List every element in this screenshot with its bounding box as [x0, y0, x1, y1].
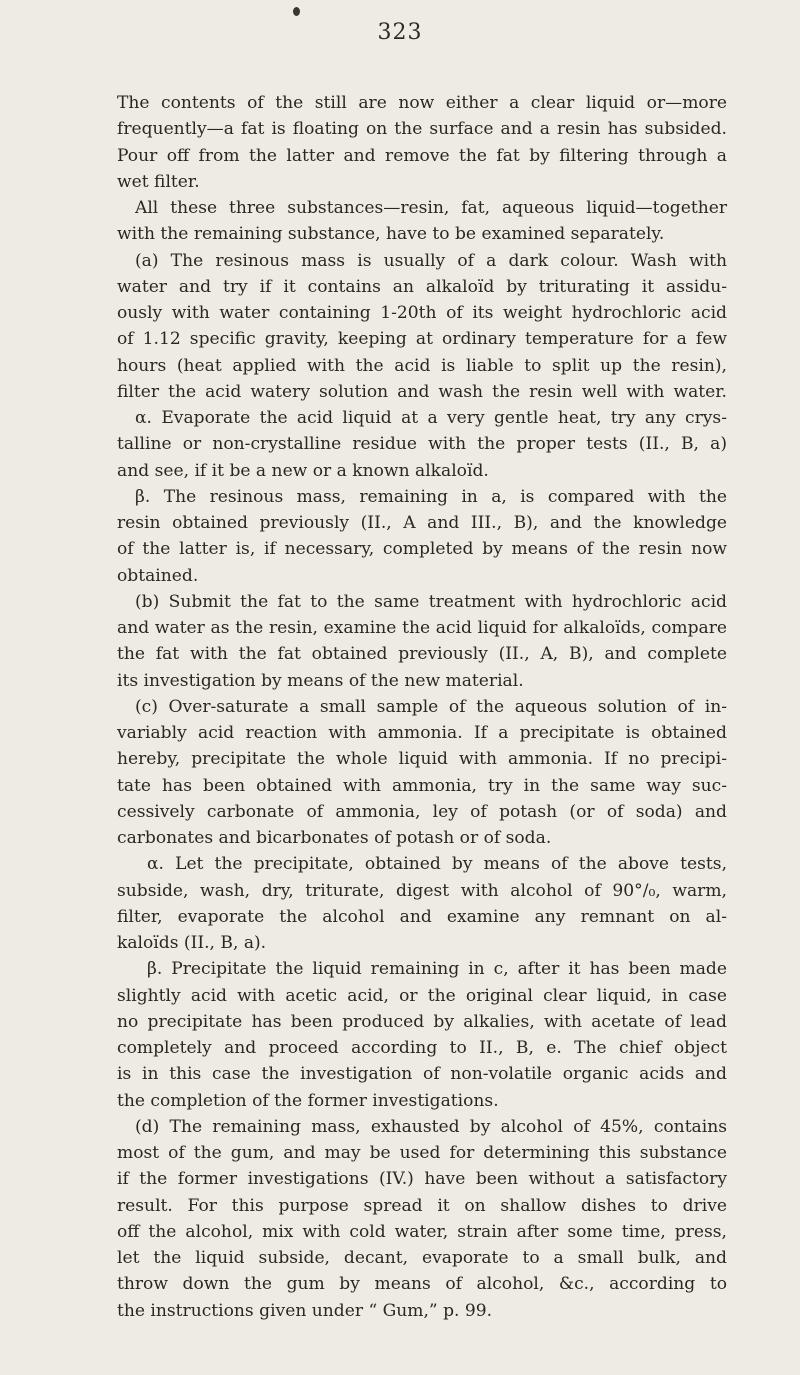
text-line: kaloïds (II., B, a). — [117, 933, 267, 953]
text-line: ously with water containing 1-20th of its weight hydrochloric acid — [117, 303, 727, 323]
text-line: hereby, precipitate the whole liquid with ammonia. If no precipi- — [117, 749, 727, 770]
text-line: filter the acid watery solution and wash the resin well with water. — [117, 381, 727, 402]
text-line: Pour off from the latter and remove the fat by filtering through a — [117, 145, 727, 166]
text-line: if the former investigations (IV.) have been without a satisfactory — [117, 1169, 727, 1190]
text-line: hours (heat applied with the acid is liable to split up the resin), — [117, 355, 727, 376]
text-line: filter, evaporate the alcohol and examine any remnant on al- — [117, 906, 727, 927]
text-line: All these three substances—resin, fat, aqueous liquid—together — [135, 198, 727, 218]
text-line: subside, wash, dry, triturate, digest with alcohol of 90°/₀, warm, — [117, 880, 727, 901]
text-line: (d) The remaining mass, exhausted by alcohol of 45%, contains — [135, 1116, 727, 1137]
text-line: and water as the resin, examine the acid liquid for alkaloïds, compare — [117, 618, 727, 638]
text-line: of the latter is, if necessary, completed by means of the resin now — [117, 539, 727, 560]
text-line: the instructions given under “ Gum,” p. 99. — [117, 1300, 493, 1321]
text-line: of 1.12 specific gravity, keeping at ordinary temperature for a few — [117, 329, 727, 350]
page-number: 323 — [377, 20, 423, 45]
text-line: The contents of the still are now either a clear liquid or—more — [117, 93, 727, 113]
text-line: α. Let the precipitate, obtained by means of the above tests, — [147, 854, 727, 875]
text-line: (a) The resinous mass is usually of a dark colour. Wash with — [135, 250, 727, 271]
text-line: α. Evaporate the acid liquid at a very gentle heat, try any crys- — [135, 408, 727, 428]
text-line: tate has been obtained with ammonia, try in the same way suc- — [117, 775, 727, 796]
text-line: completely and proceed according to II., B, e. The chief object — [117, 1038, 727, 1058]
text-line: slightly acid with acetic acid, or the original clear liquid, in case — [117, 985, 727, 1006]
text-line: carbonates and bicarbonates of potash or of soda. — [117, 828, 552, 848]
text-line: off the alcohol, mix with cold water, strain after some time, press, — [117, 1221, 727, 1242]
text-line: throw down the gum by means of alcohol, &c., according to — [117, 1274, 727, 1295]
text-line: wet filter. — [117, 171, 200, 192]
ink-spot — [293, 7, 300, 16]
text-line: its investigation by means of the new material. — [117, 670, 524, 691]
text-line: β. The resinous mass, remaining in a, is compared with the — [135, 486, 727, 507]
body-text — [117, 90, 727, 1324]
text-line: no precipitate has been produced by alkalies, with acetate of lead — [117, 1011, 727, 1032]
text-line: is in this case the investigation of non-volatile organic acids and — [117, 1064, 727, 1085]
text-line: and see, if it be a new or a known alkaloïd. — [117, 460, 489, 481]
text-line: with the remaining substance, have to be examined separately. — [117, 224, 665, 245]
text-line: variably acid reaction with ammonia. If a precipitate is obtained — [117, 723, 727, 743]
text-line: β. Precipitate the liquid remaining in c, after it has been made — [147, 959, 727, 980]
text-line: water and try if it contains an alkaloïd by triturating it assidu- — [117, 276, 727, 297]
text-line: result. For this purpose spread it on shallow dishes to drive — [117, 1195, 727, 1216]
text-line: resin obtained previously (II., A and III., B), and the knowledge — [117, 513, 727, 533]
text-line: obtained. — [117, 565, 199, 586]
text-line: the fat with the fat obtained previously (II., A, B), and complete — [117, 644, 727, 665]
text-line: let the liquid subside, decant, evaporate to a small bulk, and — [117, 1248, 727, 1268]
text-line: cessively carbonate of ammonia, ley of potash (or of soda) and — [117, 801, 727, 822]
text-line: the completion of the former investigations. — [117, 1090, 499, 1111]
text-line: talline or non-crystalline residue with the proper tests (II., B, a) — [117, 434, 727, 455]
text-line: (c) Over-saturate a small sample of the aqueous solution of in- — [135, 696, 727, 717]
text-line: frequently—a fat is floating on the surface and a resin has subsided. — [117, 119, 727, 140]
text-line: (b) Submit the fat to the same treatment with hydrochloric acid — [135, 591, 727, 612]
text-line: most of the gum, and may be used for determining this substance — [117, 1143, 727, 1163]
